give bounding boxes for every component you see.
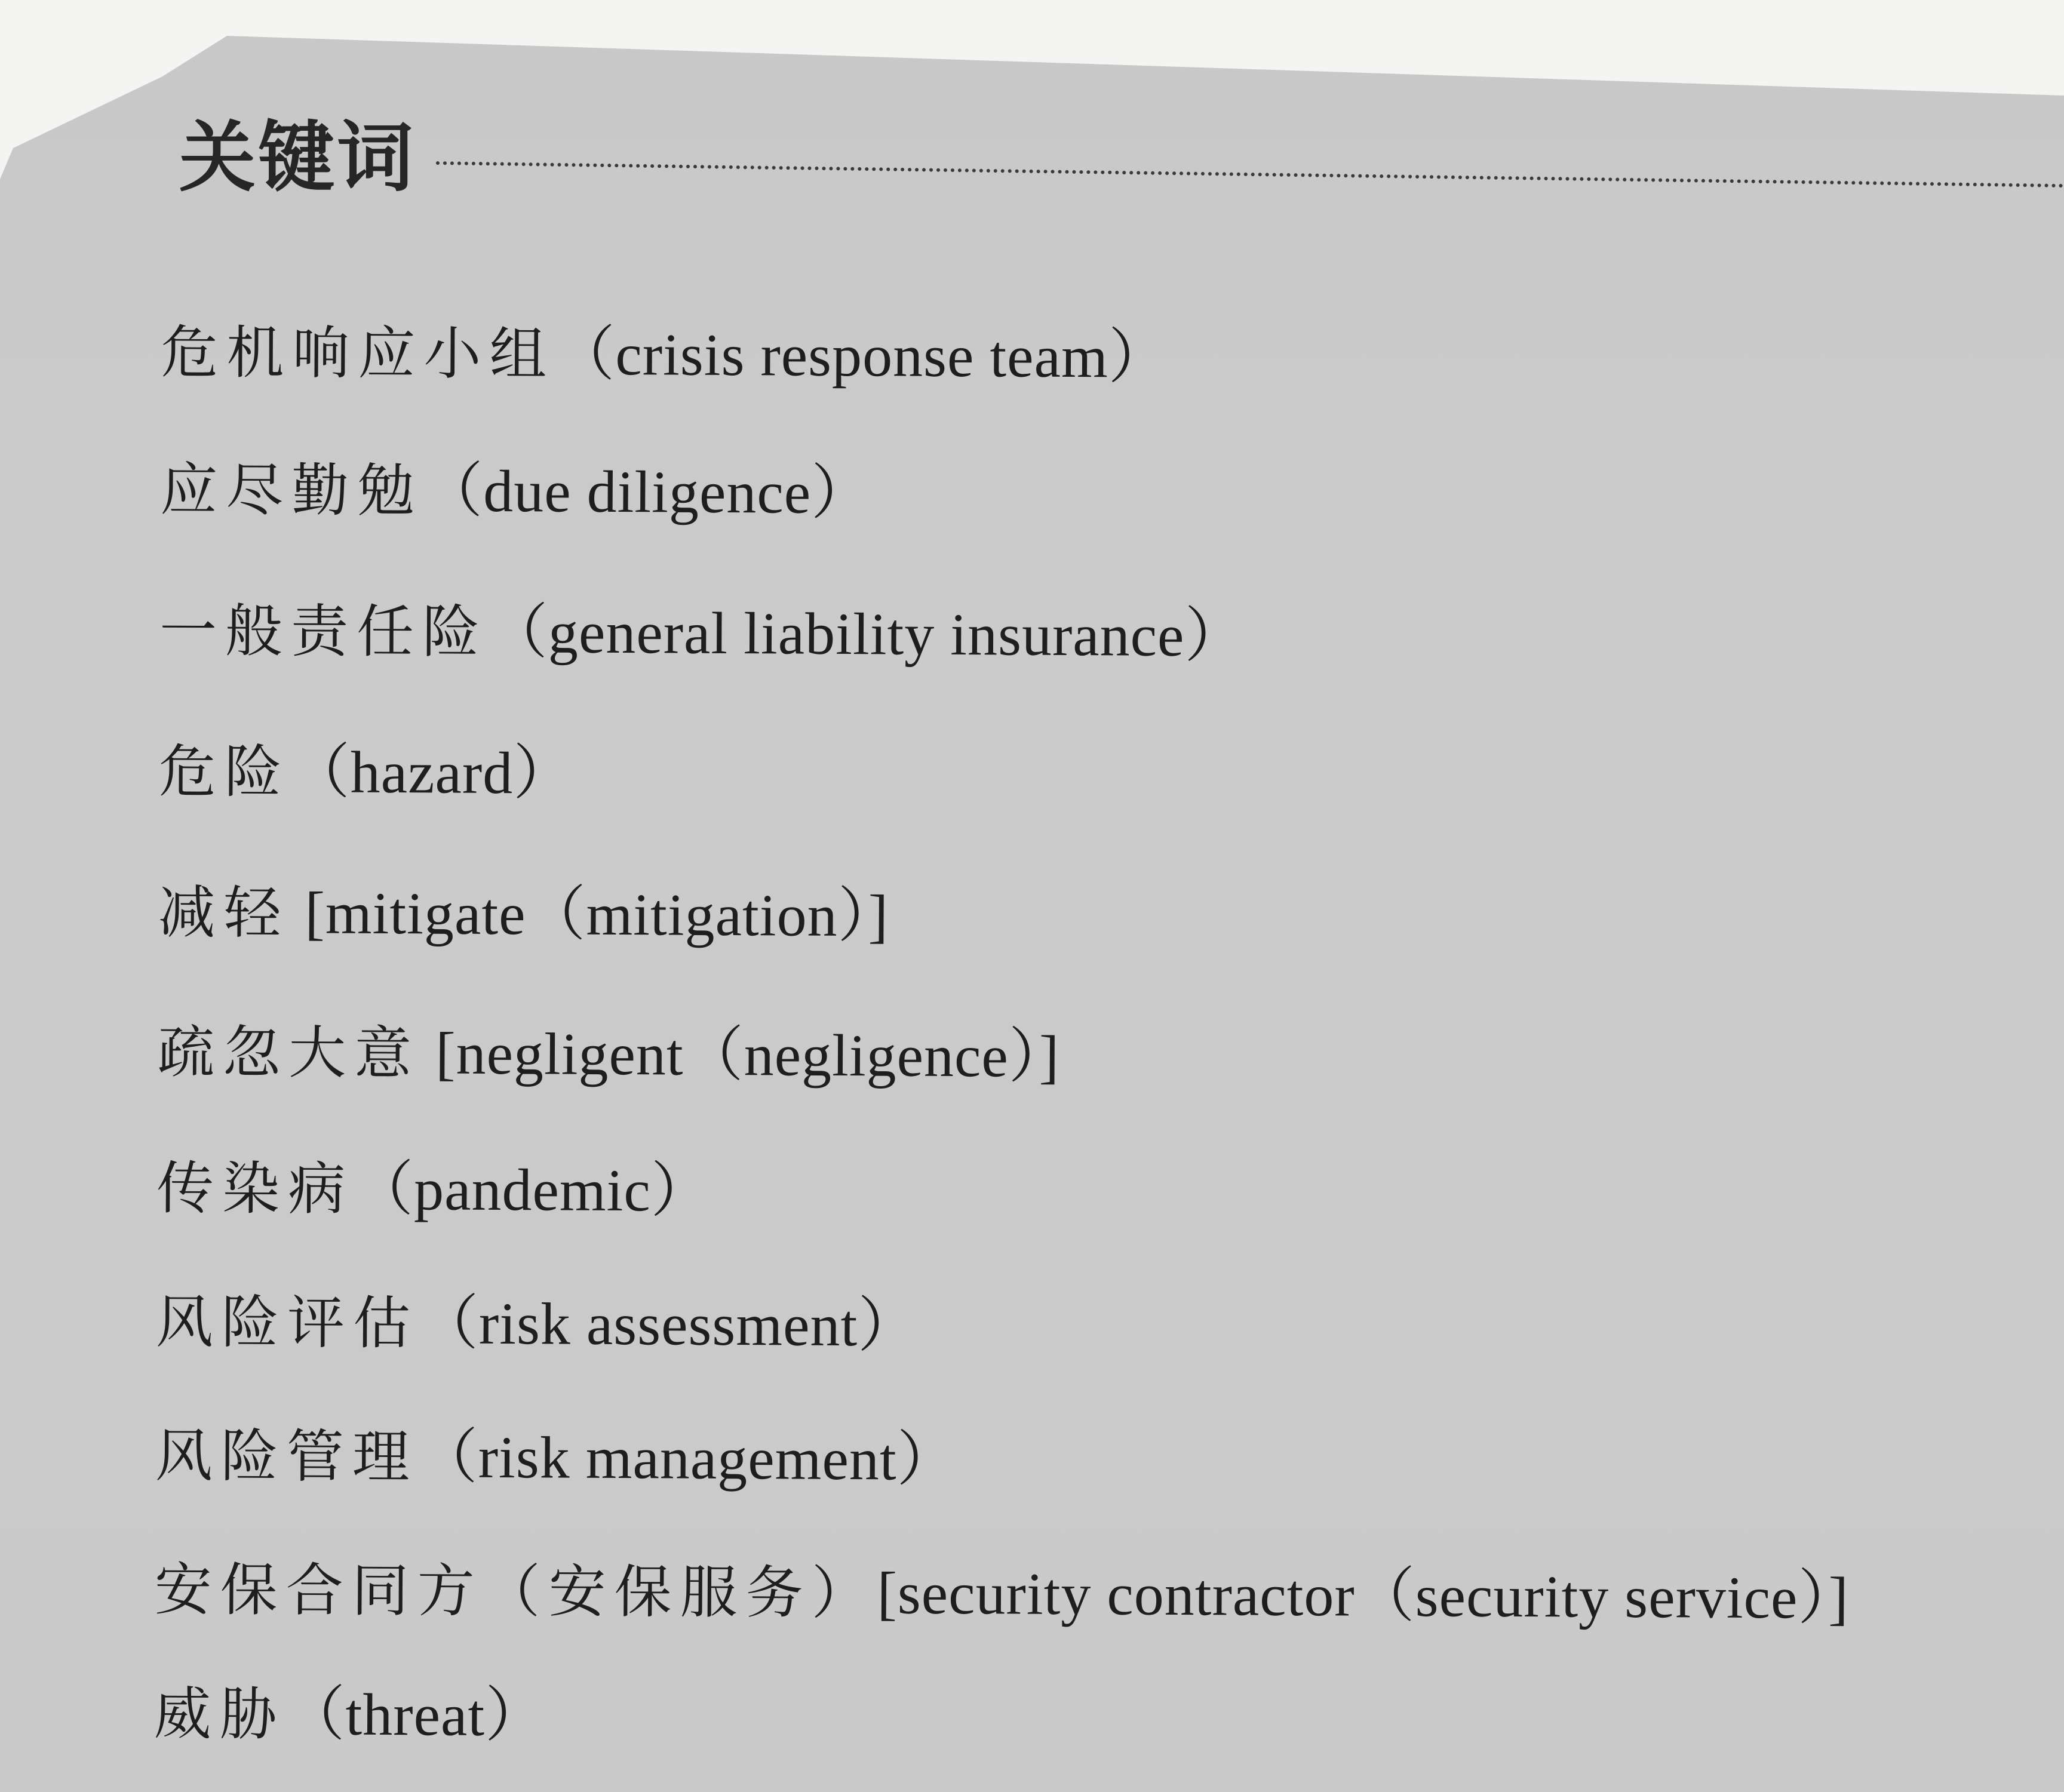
keyword-chinese: 危险 xyxy=(158,737,291,806)
keyword-entry xyxy=(159,571,2041,700)
keyword-chinese: 风险评估 xyxy=(155,1288,419,1357)
keyword-chinese: 威胁 xyxy=(153,1680,285,1748)
heading-row xyxy=(179,107,2064,209)
keyword-chinese: 安保合同方（安保服务） xyxy=(154,1556,877,1627)
keyword-english: （hazard） xyxy=(290,739,574,807)
keyword-english: （threat） xyxy=(285,1681,546,1749)
keyword-english: （general liability insurance） xyxy=(487,598,1245,669)
keyword-chinese: 疏忽大意 xyxy=(157,1018,420,1087)
keyword-entry xyxy=(154,1530,2036,1659)
keyword-entry xyxy=(156,1129,2038,1258)
keyword-english: [negligent（negligence）] xyxy=(420,1020,1060,1090)
dotted-divider xyxy=(436,161,2064,188)
keyword-entry xyxy=(153,1654,2035,1783)
keyword-english: （risk assessment） xyxy=(418,1290,919,1359)
keyword-chinese: 危机响应小组 xyxy=(161,318,555,388)
keyword-english: [mitigate（mitigation）] xyxy=(289,880,889,949)
keyword-english: （due diligence） xyxy=(422,457,872,527)
keyword-chinese: 风险管理 xyxy=(155,1422,419,1491)
keyword-english: [security contractor（security service）] xyxy=(877,1560,1850,1631)
keyword-entry xyxy=(158,853,2040,982)
keyword-entry xyxy=(160,430,2042,559)
keyword-chinese: 一般责任险 xyxy=(159,597,489,666)
keyword-english: （pandemic） xyxy=(353,1155,712,1224)
keyword-entry xyxy=(155,1396,2037,1525)
keyword-entry xyxy=(161,293,2042,422)
keyword-list xyxy=(153,293,2042,1783)
keyword-entry xyxy=(158,712,2040,841)
keyword-chinese: 传染病 xyxy=(156,1154,354,1223)
keyword-chinese: 应尽勤勉 xyxy=(159,456,423,525)
keyword-entry xyxy=(157,992,2039,1121)
keyword-english: （risk management） xyxy=(417,1424,957,1493)
keyword-english: （crisis response team） xyxy=(555,321,1169,391)
section-heading: 关键词 xyxy=(179,113,416,202)
keyword-entry xyxy=(155,1262,2037,1391)
keyword-chinese: 减轻 xyxy=(158,878,290,947)
